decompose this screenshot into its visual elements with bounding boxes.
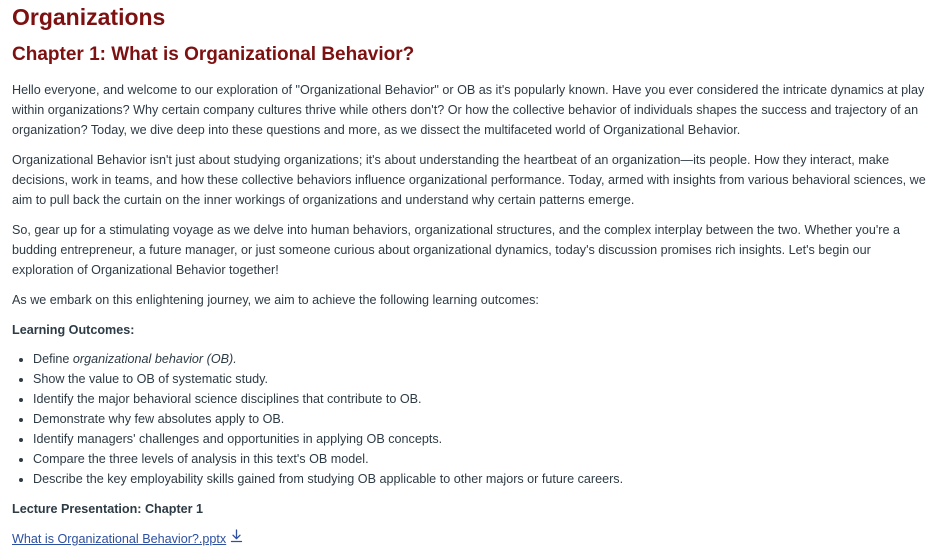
list-item: • Show the value to OB of systematic study. — [33, 369, 936, 389]
outcome-emphasis: organizational behavior (OB). — [72, 352, 237, 366]
outcomes-intro-paragraph: As we embark on this enlightening journey, we aim to achieve the following learning outcomes: — [12, 293, 539, 307]
list-item: • Identify managers' challenges and opportunities in applying OB concepts. — [33, 429, 936, 449]
voyage-paragraph: So, gear up for a stimulating voyage as we delve into human behaviors, organizational structures, and the complex interplay between the two. Whether you're a budding entrepreneur, a future manager, or just someone curious about organizational dynamics, today's discussion promises rich insights. Let's begin our exploration of Organizational Behavior together! — [12, 223, 900, 277]
ob-definition-paragraph: Organizational Behavior isn't just about studying organizations; it's about understanding the heartbeat of an organization—its people. How they interact, make decisions, work in teams, and how these collective behaviors influence organizational performance. Today, armed with insights from various behavioral sciences, we aim to pull back the curtain on the inner workings of organizations and understand why certain patterns emerge. — [12, 153, 926, 207]
chapter-title: Chapter 1: What is Organizational Behavior? — [12, 44, 415, 65]
pptx-file-link[interactable]: What is Organizational Behavior?.pptx — [12, 532, 227, 547]
outcome-prefix: Define — [33, 352, 73, 366]
list-item: • Describe the key employability skills gained from studying OB applicable to other majors or future careers. — [33, 469, 936, 489]
list-item: • Identify the major behavioral science disciplines that contribute to OB. — [33, 389, 936, 409]
learning-outcomes-list — [12, 349, 936, 489]
learning-outcomes-label: Learning Outcomes: — [12, 323, 135, 337]
list-item: • Demonstrate why few absolutes apply to OB. — [33, 409, 936, 429]
lecture-presentation-label: Lecture Presentation: Chapter 1 — [12, 502, 204, 516]
list-item: • Compare the three levels of analysis in this text's OB model. — [33, 449, 936, 469]
list-item — [33, 349, 936, 369]
page-title: Organizations — [12, 4, 166, 30]
file-link-row — [12, 529, 936, 549]
download-icon[interactable] — [230, 529, 243, 549]
intro-paragraph: Hello everyone, and welcome to our exploration of "Organizational Behavior" or OB as it's popularly known. Have you ever considered the intricate dynamics at play within organizations? Why certain company cultures thrive while others don't? Or how the collective behavior of individuals shapes the success and trajectory of an organization? Today, we dive deep into these questions and more, as we dissect the multifaceted world of Organizational Behavior. — [12, 83, 925, 137]
